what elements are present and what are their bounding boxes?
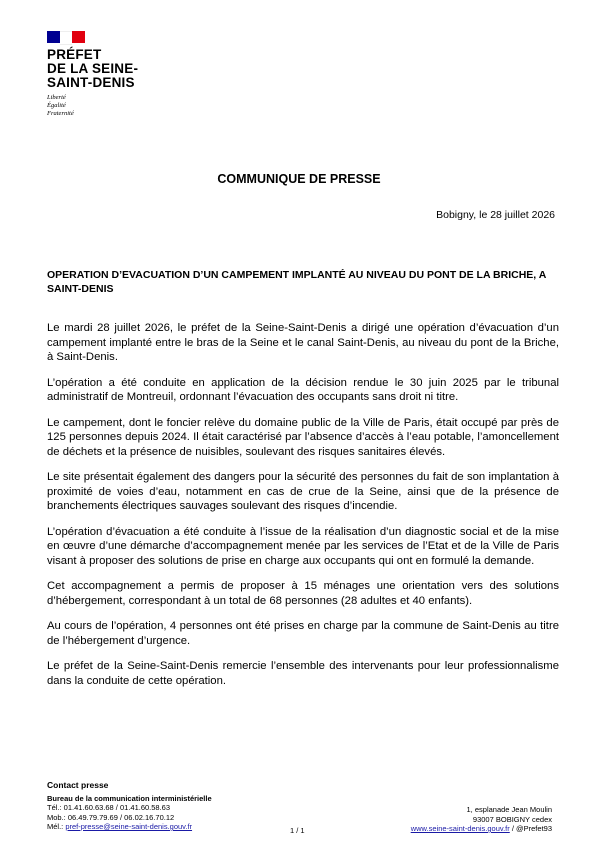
republic-flag-logo	[47, 31, 85, 43]
social-handle: / @Prefet93	[511, 824, 552, 833]
prefecture-name-line: SAINT-DENIS	[47, 75, 135, 90]
prefecture-name-line: PRÉFET	[47, 47, 102, 62]
prefecture-name	[47, 48, 138, 90]
flag-white-band	[60, 31, 73, 45]
address-street: 1, esplanade Jean Moulin	[466, 805, 552, 814]
page-number: 1 / 1	[290, 826, 305, 835]
body-paragraph: L’opération a été conduite en application de la décision rendue le 30 juin 2025 par le tribunal administratif de Montreuil, ordonnant l’évacuation des occupants sans droit ni titre.	[47, 376, 559, 403]
document-date: Bobigny, le 28 juillet 2026	[436, 209, 555, 221]
press-contact	[47, 781, 212, 832]
body-paragraph: Le préfet de la Seine-Saint-Denis remercie l’ensemble des intervenants pour leur professionnalisme dans la conduite de cette opération.	[47, 660, 559, 687]
body-paragraph: Le campement, dont le foncier relève du domaine public de la Ville de Paris, était occupé par près de 125 personnes depuis 2024. Il était caractérisé par l’absence d’accès à l’eau potable, l’amoncellement de déchets et la présence de nuisibles, soulevant des risques sanitaires élevés.	[47, 416, 559, 458]
prefecture-name-line: DE LA SEINE-	[47, 61, 139, 76]
contact-phone: Tél.: 01.41.60.63.68 / 01.41.60.58.63	[47, 803, 171, 812]
contact-email-link[interactable]: pref-presse@seine-saint-denis.gouv.fr	[65, 822, 193, 831]
contact-heading: Contact presse	[47, 780, 109, 790]
flag-red-band	[72, 31, 85, 43]
document-body	[47, 321, 559, 699]
body-paragraph: Le site présentait également des dangers pour la sécurité des personnes du fait de son implantation à proximité de voies d’eau, notamment en cas de crue de la Seine, ainsi que de la présence de branchements électriques sauvages soulevant des risques d’incendie.	[47, 471, 559, 512]
motto-line: Égalité	[47, 102, 66, 109]
contact-bureau: Bureau de la communication interministérielle	[47, 793, 212, 803]
flag-blue-band	[47, 31, 60, 43]
document-title: COMMUNIQUE DE PRESSE	[217, 172, 381, 186]
contact-mobile: Mob.: 06.49.79.79.69 / 06.02.16.70.12	[47, 812, 175, 822]
body-paragraph: Cet accompagnement a permis de proposer à 15 ménages une orientation vers des solutions d’hébergement, correspondant à un total de 68 personnes (28 adultes et 40 enfants).	[47, 580, 559, 607]
prefecture-address	[411, 805, 552, 834]
contact-email-line	[47, 822, 212, 832]
motto-line: Fraternité	[47, 110, 74, 117]
body-paragraph: Le mardi 28 juillet 2026, le préfet de la Seine-Saint-Denis a dirigé une opération d’évacuation d’un campement implanté entre le bras de la Seine et le canal Saint-Denis, au niveau du pont de la Briche, à Saint-Denis.	[47, 322, 559, 363]
document-subject: OPERATION D’EVACUATION D’UN CAMPEMENT IMPLANTÉ AU NIVEAU DU PONT DE LA BRICHE, A SAINT-DENIS	[47, 269, 546, 295]
motto-line: Liberté	[47, 94, 66, 101]
website-line	[411, 824, 552, 834]
address-city: 93007 BOBIGNY cedex	[472, 814, 552, 824]
republic-motto	[47, 94, 74, 118]
body-paragraph: L’opération d’évacuation a été conduite à l’issue de la réalisation d’un diagnostic social et de la mise en œuvre d’une démarche d’accompagnement menée par les services de l’Etat et de la Ville de Paris visant à proposer des solutions de prise en charge aux occupants qui ont en formulé la demande.	[47, 525, 559, 567]
website-link[interactable]: www.seine-saint-denis.gouv.fr	[410, 824, 510, 833]
body-paragraph: Au cours de l’opération, 4 personnes ont été prises en charge par la commune de Saint-Denis au titre de l’hébergement d’urgence.	[47, 620, 559, 647]
email-label: Mél.:	[47, 822, 66, 831]
